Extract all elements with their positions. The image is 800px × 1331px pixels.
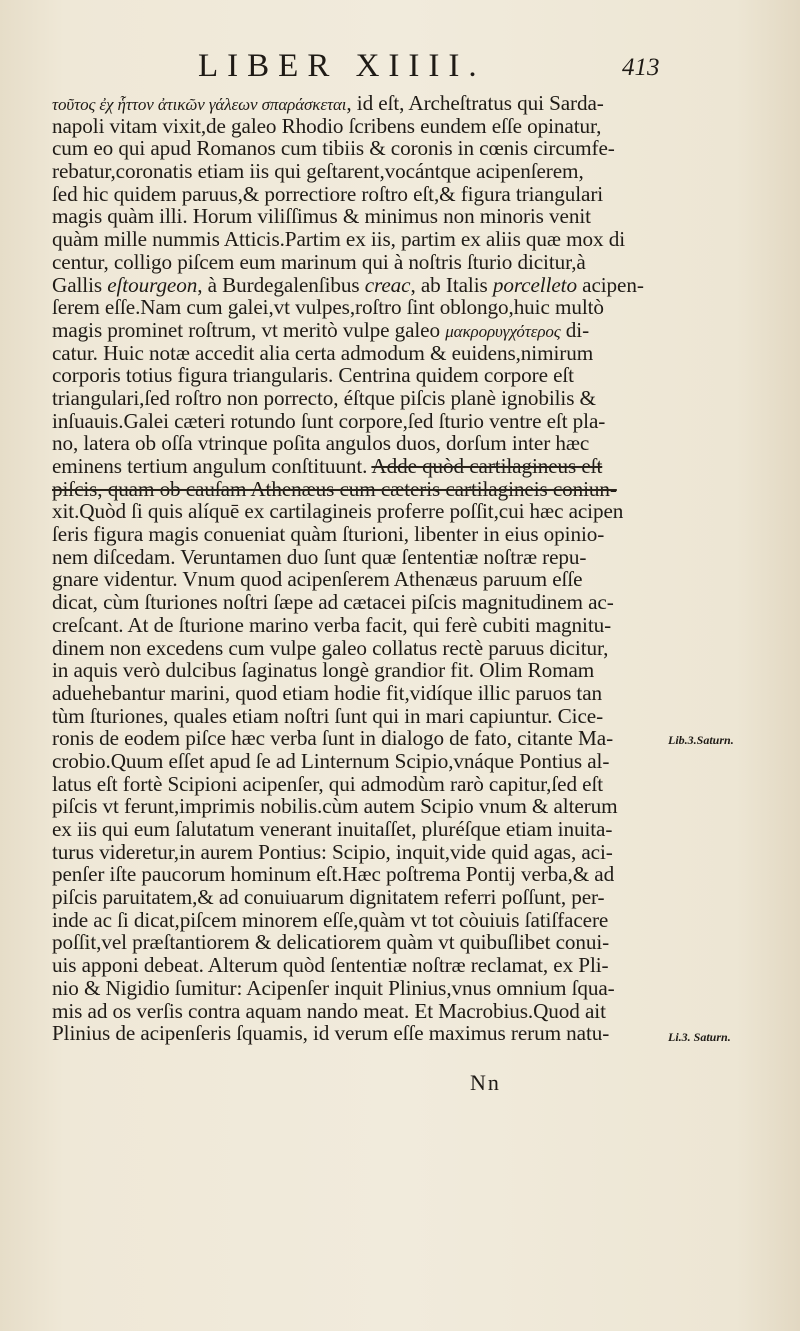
struck-through-text: piſcis, quam ob cauſam Athenæus cum cæteris cartilagineis coniun- <box>52 476 617 501</box>
signature-mark: Nn <box>470 1070 501 1095</box>
italic-term: creac <box>364 272 411 297</box>
text-segment: di- <box>560 317 590 342</box>
text-line <box>52 319 662 342</box>
text-line: poſſit,vel præſtantiorem & delicatiorem quàm vt quibuſlibet conui- <box>52 930 610 955</box>
text-line: ſerem eſſe.Nam cum galei,vt vulpes,roſtro ſint oblongo,huic multò <box>52 295 604 320</box>
italic-term: eſtourgeon <box>107 272 198 297</box>
page-header <box>0 44 800 94</box>
struck-through-text: Adde quòd cartilagineus eſt <box>371 454 603 478</box>
text-line <box>52 455 662 478</box>
margin-note: Lib.3.Saturn. <box>668 733 734 747</box>
greek-term: μακρορυγχότερος <box>445 321 561 341</box>
text-line: latus eſt fortè Scipioni acipenſer, qui admodùm rarò capitur,ſed eſt <box>52 771 604 796</box>
page-number: 413 <box>622 54 660 81</box>
text-line: inde ac ſi dicat,piſcem minorem eſſe,quàm vt tot còuiuis ſatiſfacere <box>52 907 609 932</box>
text-line: rebatur,coronatis etiam iis qui geſtarent,vocántque acipenſerem, <box>52 159 584 184</box>
text-line <box>52 478 662 501</box>
text-line: gnare videntur. Vnum quod acipenſerem Athenæus paruum eſſe <box>52 567 583 592</box>
text-line: ſeris figura magis conueniat quàm ſturioni, libenter in eius opinio- <box>52 522 605 547</box>
text-line: quàm mille nummis Atticis.Partim ex iis, partim ex aliis quæ mox di <box>52 227 625 252</box>
text-line: triangulari,ſed roſtro non porrecto, éſtque piſcis planè ignobilis & <box>52 385 596 410</box>
text-segment: , à Burdegalenſibus <box>197 272 365 297</box>
text-line: piſcis paruitatem,& ad conuiuarum dignitatem referri poſſunt, per- <box>52 885 605 910</box>
text-line: mis ad os verſis contra aquam nando meat. Et Macrobius.Quod ait <box>52 998 606 1023</box>
text-segment: eminens tertium angulum conſtituunt. <box>52 454 372 478</box>
text-line: uis apponi debeat. Alterum quòd ſententiæ noſtræ reclamat, ex Pli- <box>52 953 609 978</box>
text-line: in aquis verò dulcibus ſaginatus longè grandior fit. Olim Romam <box>52 658 595 683</box>
text-line: magis quàm illi. Horum viliſſimus & minimus non minoris venit <box>52 204 591 229</box>
body-text <box>52 92 662 1045</box>
text-line: centur, colligo piſcem eum marinum qui à noſtris ſturio dicitur,à <box>52 249 586 274</box>
text-segment: , id eſt, Archeſtratus qui Sarda- <box>346 91 604 115</box>
greek-quotation: τοῦτος ἐχ ἧττον ἀτικῶν γάλεων σπαράσκεται <box>52 95 347 114</box>
text-line <box>52 92 662 115</box>
text-line: ex iis qui eum ſalutatum venerant inuitaſſet, pluréſque etiam inuita- <box>52 817 613 841</box>
text-line: crobio.Quum eſſet apud ſe ad Linternum Scipio,vnáque Pontius al- <box>52 748 610 773</box>
text-line: penſer iſte paucorum hominum eſt.Hæc poſtrema Pontij verba,& ad <box>52 862 615 887</box>
text-line: catur. Huic notæ accedit alia certa admodum & euidens,nimirum <box>52 340 594 365</box>
text-line: ſed hic quidem paruus,& porrectiore roſtro eſt,& figura triangulari <box>52 181 604 206</box>
italic-term: porcelleto <box>492 272 577 297</box>
text-line: nio & Nigidio ſumitur: Acipenſer inquit Plinius,vnus omnium ſqua- <box>52 975 615 1000</box>
text-segment: Gallis <box>52 272 108 297</box>
text-line: inſuauis.Galei cæteri rotundo ſunt corpore,ſed ſturio ventre eſt pla- <box>52 408 606 433</box>
text-line: xit.Quòd ſi quis alíquē ex cartilagineis proferre poſſit,cui hæc acipen <box>52 499 624 524</box>
text-line: ronis de eodem piſce hæc verba ſunt in dialogo de fato, citante Ma- <box>52 726 614 751</box>
text-line: corporis totius figura triangularis. Centrina quidem corpore eſt <box>52 363 574 388</box>
text-line: dinem non excedens cum vulpe galeo collatus rectè paruus dicitur, <box>52 635 609 660</box>
text-segment: magis prominet roſtrum, vt meritò vulpe galeo <box>52 317 446 342</box>
text-line: nem diſcedam. Veruntamen duo ſunt quæ ſententiæ noſtræ repu- <box>52 544 587 569</box>
text-line: creſcant. At de ſturione marino verba facit, qui ferè cubiti magnitu- <box>52 612 612 637</box>
text-line <box>52 274 662 297</box>
text-line: piſcis vt ferunt,imprimis nobilis.cùm autem Scipio vnum & alterum <box>52 794 618 819</box>
running-title: LIBER XIIII. <box>198 48 486 84</box>
text-line: no, latera ob oſſa vtrinque poſita angulos duos, dorſum inter hæc <box>52 431 590 456</box>
text-line: napoli vitam vixit,de galeo Rhodio ſcribens eundem eſſe opinatur, <box>52 113 602 138</box>
text-line: cum eo qui apud Romanos cum tibiis & coronis in cœnis circumfe- <box>52 136 615 161</box>
text-line: tùm ſturiones, quales etiam noſtri ſunt qui in mari capiuntur. Cice- <box>52 703 604 728</box>
margin-note: Li.3. Saturn. <box>668 1030 731 1044</box>
text-line: aduehebantur marini, quod etiam hodie fit,vidíque illic paruos tan <box>52 680 603 705</box>
text-segment: , ab Italis <box>410 272 493 297</box>
text-line: turus videretur,in aurem Pontius: Scipio, inquit,vide quid agas, aci- <box>52 839 613 864</box>
text-line: Plinius de acipenſeris ſquamis, id verum eſſe maximus rerum natu- <box>52 1021 610 1046</box>
text-segment: acipen- <box>576 272 644 297</box>
text-line: dicat, cùm ſturiones noſtri ſæpe ad cætacei piſcis magnitudinem ac- <box>52 590 614 615</box>
